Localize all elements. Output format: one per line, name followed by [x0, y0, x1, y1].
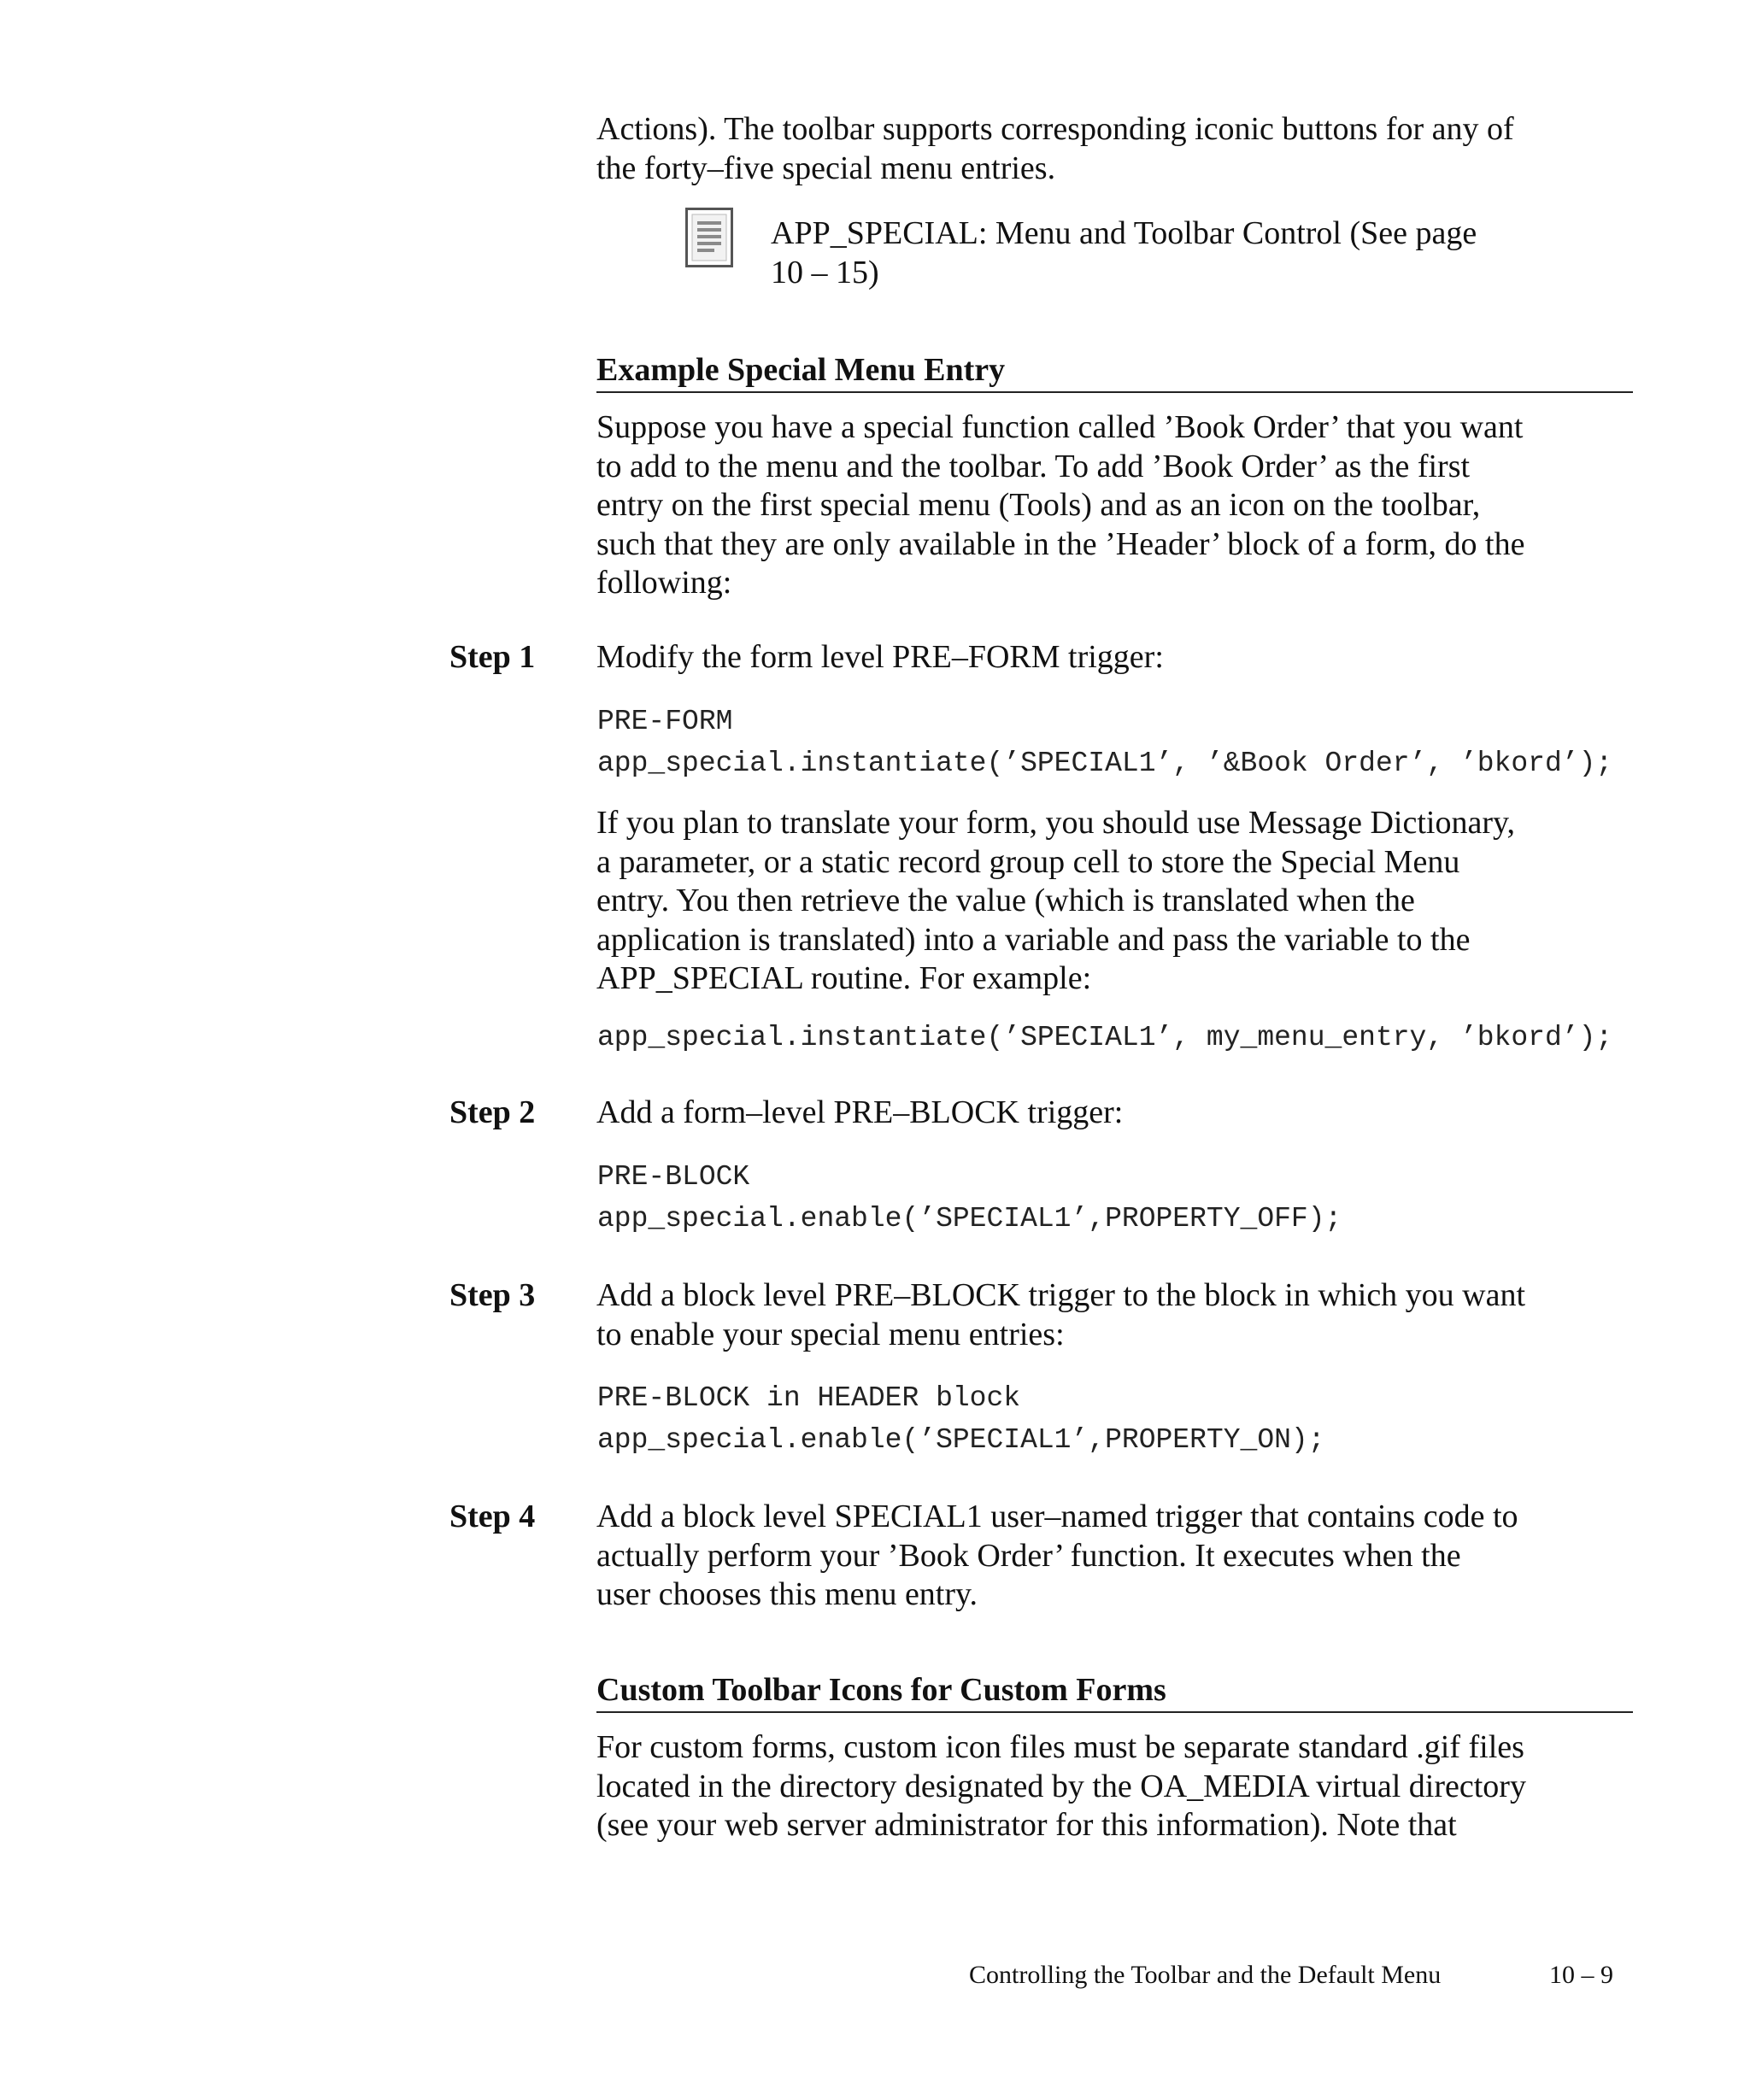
footer-chapter-title: Controlling the Toolbar and the Default Menu: [969, 1961, 1442, 1989]
step-1-label: Step 1: [449, 639, 536, 675]
section-heading-example: Example Special Menu Entry: [596, 350, 1633, 393]
step-3-text: Add a block level PRE–BLOCK trigger to the block in which you want to enable your special menu entries:: [596, 1277, 1526, 1352]
step-2-text: Add a form–level PRE–BLOCK trigger:: [596, 1094, 1124, 1130]
intro-paragraph: Actions). The toolbar supports corresponding iconic buttons for any of the forty–five special menu entries.: [596, 111, 1514, 186]
step-4-label: Step 4: [449, 1499, 536, 1534]
icons-paragraph: For custom forms, custom icon files must be separate standard .gif files located in the directory designated by the OA_MEDIA virtual directory (see your web server administrator for this information). Note that: [596, 1729, 1526, 1843]
step-3-label: Step 3: [449, 1277, 536, 1313]
step-1-text: Modify the form level PRE–FORM trigger:: [596, 639, 1164, 675]
footer-page-number: 10 – 9: [1549, 1961, 1613, 1989]
code-line: app_special.enable(’SPECIAL1’,PROPERTY_ON);: [597, 1424, 1325, 1456]
cross-reference-link[interactable]: APP_SPECIAL: Menu and Toolbar Control (See page 10 – 15): [771, 215, 1477, 290]
example-paragraph: Suppose you have a special function called ’Book Order’ that you want to add to the menu and the toolbar. To add ’Book Order’ as the first entry on the first special menu (Tools) and as an icon on the toolbar, such that they are only available in the ’Header’ block of a form, do the following:: [596, 409, 1525, 601]
step-4-text: Add a block level SPECIAL1 user–named trigger that contains code to actually perform your ’Book Order’ function. It executes when the user chooses this menu entry.: [596, 1499, 1518, 1612]
step-1-note: If you plan to translate your form, you should use Message Dictionary, a parameter, or a static record group cell to store the Special Menu entry. You then retrieve the value (which is translated when the application is translated) into a variable and pass the variable to the APP_SPECIAL routine. For example:: [596, 805, 1516, 996]
section-heading-icons: Custom Toolbar Icons for Custom Forms: [596, 1670, 1633, 1713]
code-line: app_special.instantiate(’SPECIAL1’, my_menu_entry, ’bkord’);: [597, 1022, 1613, 1053]
code-line: PRE-BLOCK: [597, 1161, 750, 1193]
code-line: app_special.enable(’SPECIAL1’,PROPERTY_OFF);: [597, 1203, 1342, 1235]
step-2-label: Step 2: [449, 1094, 536, 1130]
code-line: app_special.instantiate(’SPECIAL1’, ’&Book Order’, ’bkord’);: [597, 748, 1613, 779]
code-line: PRE-FORM: [597, 706, 733, 737]
code-line: PRE-BLOCK in HEADER block: [597, 1382, 1021, 1414]
document-icon: [685, 208, 733, 267]
